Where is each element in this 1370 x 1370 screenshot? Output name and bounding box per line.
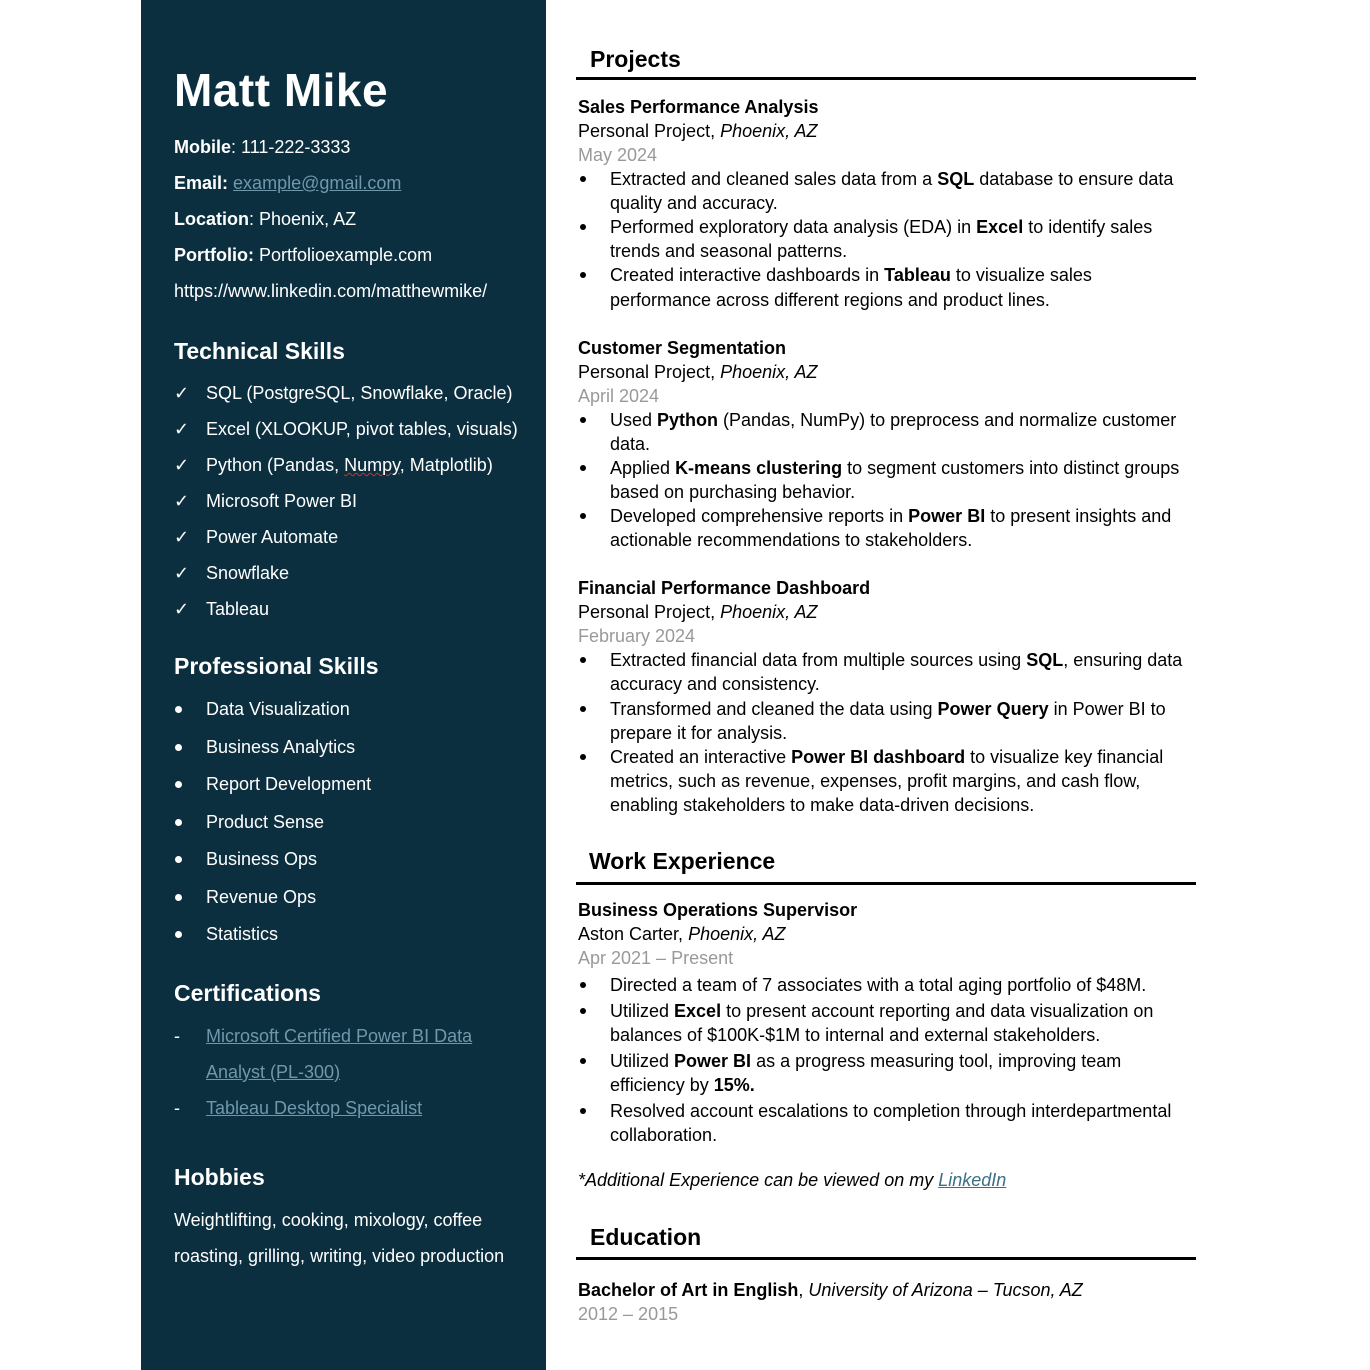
list-item: Data Visualization <box>174 695 371 733</box>
check-icon: ✓ <box>174 599 190 619</box>
certifications-list <box>174 1018 504 1126</box>
bullet-icon <box>175 856 182 863</box>
project-title: Financial Performance Dashboard <box>578 578 871 598</box>
check-icon: ✓ <box>174 419 190 439</box>
contact-info <box>174 133 487 313</box>
degree-line: Bachelor of Art in English, University of Arizona – Tucson, AZ <box>578 1280 1083 1300</box>
project-title: Customer Segmentation <box>578 338 787 358</box>
work-experience-heading: Work Experience <box>576 846 1196 885</box>
work-entry <box>578 898 1196 1147</box>
professional-skills-heading: Professional Skills <box>174 653 379 679</box>
degree: Bachelor of Art in English <box>578 1280 799 1300</box>
dash-marker: - <box>174 1098 180 1118</box>
list-item <box>174 487 518 523</box>
candidate-name: Matt Mike <box>174 64 389 116</box>
contact-email <box>174 169 487 205</box>
job-bullets <box>578 973 1196 1147</box>
dash-marker: - <box>174 1026 180 1046</box>
project-bullets <box>578 648 1196 817</box>
project-entry <box>578 336 1196 552</box>
check-icon: ✓ <box>174 563 190 583</box>
project-date: May 2024 <box>578 145 658 165</box>
education-dates: 2012 – 2015 <box>578 1304 679 1324</box>
list-item: Business Analytics <box>174 733 371 771</box>
list-item: Revenue Ops <box>174 883 371 921</box>
linkedin-link[interactable]: LinkedIn <box>938 1170 1007 1190</box>
project-entry <box>578 95 1196 313</box>
list-item: Applied K-means clustering to segment customers into distinct groups based on purchasing behavior. <box>578 456 1196 504</box>
skill-label: Snowflake <box>206 563 290 583</box>
list-item: Resolved account escalations to completion through interdepartmental collaboration. <box>578 1099 1196 1147</box>
skill-label: Microsoft Power BI <box>206 491 358 511</box>
technical-skills-heading: Technical Skills <box>174 338 345 364</box>
hobbies-heading: Hobbies <box>174 1164 265 1190</box>
contact-mobile: Mobile: 111-222-3333 <box>174 137 351 157</box>
mobile-label: Mobile <box>174 137 231 157</box>
list-item: Utilized Excel to present account reporting and data visualization on balances of $100K-$1M to internal and external stakeholders. <box>578 999 1196 1047</box>
location-value: Phoenix, AZ <box>259 209 357 229</box>
contact-portfolio <box>174 241 487 277</box>
list-item <box>174 451 518 487</box>
bullet-icon <box>175 931 182 938</box>
list-item: Used Python (Pandas, NumPy) to preprocess and normalize customer data. <box>578 408 1196 456</box>
list-item <box>174 1090 504 1126</box>
list-item: Business Ops <box>174 845 371 883</box>
contact-linkedin: https://www.linkedin.com/matthewmike/ <box>174 281 488 301</box>
list-item: Created an interactive Power BI dashboard to visualize key financial metrics, such as revenue, expenses, profit margins, and cash flow, enabling stakeholders to make data-driven decisions. <box>578 745 1196 817</box>
project-date: February 2024 <box>578 626 696 646</box>
project-org: Personal Project, Phoenix, AZ <box>578 121 818 141</box>
bullet-icon <box>175 744 182 751</box>
check-icon: ✓ <box>174 455 190 475</box>
location-label: Location <box>174 209 249 229</box>
certification-link[interactable]: Tableau Desktop Specialist <box>206 1098 423 1118</box>
education-entry <box>578 1278 1196 1326</box>
project-bullets <box>578 167 1196 313</box>
list-item: Utilized Power BI as a progress measuring tool, improving team efficiency by 15%. <box>578 1049 1196 1097</box>
sidebar <box>141 0 546 1370</box>
list-item: Transformed and cleaned the data using Power Query in Power BI to prepare it for analysis. <box>578 697 1196 745</box>
project-org: Personal Project, Phoenix, AZ <box>578 602 818 622</box>
portfolio-label: Portfolio: <box>174 245 254 265</box>
list-item: Performed exploratory data analysis (EDA) in Excel to identify sales trends and seasonal patterns. <box>578 215 1196 263</box>
projects-heading: Projects <box>576 44 1196 80</box>
bullet-icon <box>175 706 182 713</box>
list-item: Extracted financial data from multiple sources using SQL, ensuring data accuracy and consistency. <box>578 648 1196 696</box>
job-title: Business Operations Supervisor <box>578 900 858 920</box>
job-date: Apr 2021 – Present <box>578 948 734 968</box>
bullet-icon <box>175 781 182 788</box>
mobile-value: 111-222-3333 <box>241 137 351 157</box>
check-icon: ✓ <box>174 527 190 547</box>
list-item: Statistics <box>174 920 371 958</box>
hobbies-text: Weightlifting, cooking, mixology, coffee roasting, grilling, writing, video production <box>174 1210 505 1266</box>
list-item <box>174 415 518 451</box>
project-date: April 2024 <box>578 386 660 406</box>
skill-label: Excel (XLOOKUP, pivot tables, visuals) <box>206 419 518 439</box>
professional-skills-list <box>174 695 371 958</box>
list-item: Directed a team of 7 associates with a total aging portfolio of $48M. <box>578 973 1196 997</box>
job-org: Aston Carter, Phoenix, AZ <box>578 924 786 944</box>
bullet-icon <box>175 894 182 901</box>
list-item: Product Sense <box>174 808 371 846</box>
list-item: Created interactive dashboards in Tableau to visualize sales performance across different regions and product lines. <box>578 263 1196 313</box>
school: University of Arizona – Tucson, AZ <box>808 1280 1083 1300</box>
contact-location: Location: Phoenix, AZ <box>174 209 357 229</box>
certification-link[interactable]: Microsoft Certified Power BI Data Analyst (PL-300) <box>206 1026 473 1082</box>
additional-experience-note: *Additional Experience can be viewed on my LinkedIn <box>578 1170 1007 1190</box>
skill-label: Tableau <box>206 599 270 619</box>
skill-label: Python (Pandas, Numpy, Matplotlib) <box>206 455 493 475</box>
list-item <box>174 523 518 559</box>
spellcheck-underline: Numpy <box>344 455 400 475</box>
project-entry <box>578 576 1196 817</box>
technical-skills-list <box>174 379 518 631</box>
list-item: Report Development <box>174 770 371 808</box>
skill-label: SQL (PostgreSQL, Snowflake, Oracle) <box>206 383 513 403</box>
education-heading: Education <box>576 1222 1196 1260</box>
list-item <box>174 559 518 595</box>
skill-label: Power Automate <box>206 527 339 547</box>
list-item: Developed comprehensive reports in Power BI to present insights and actionable recommendations to stakeholders. <box>578 504 1196 552</box>
portfolio-value: Portfolioexample.com <box>259 245 433 265</box>
list-item <box>174 1018 504 1090</box>
project-title: Sales Performance Analysis <box>578 97 819 117</box>
email-label: Email: <box>174 173 229 193</box>
project-org: Personal Project, Phoenix, AZ <box>578 362 818 382</box>
bullet-icon <box>175 819 182 826</box>
certifications-heading: Certifications <box>174 980 321 1006</box>
check-icon: ✓ <box>174 491 190 511</box>
list-item: Extracted and cleaned sales data from a SQL database to ensure data quality and accuracy. <box>578 167 1196 215</box>
check-icon: ✓ <box>174 383 190 403</box>
email-link[interactable]: example@gmail.com <box>233 173 402 193</box>
list-item <box>174 595 518 631</box>
list-item <box>174 379 518 415</box>
project-bullets <box>578 408 1196 552</box>
